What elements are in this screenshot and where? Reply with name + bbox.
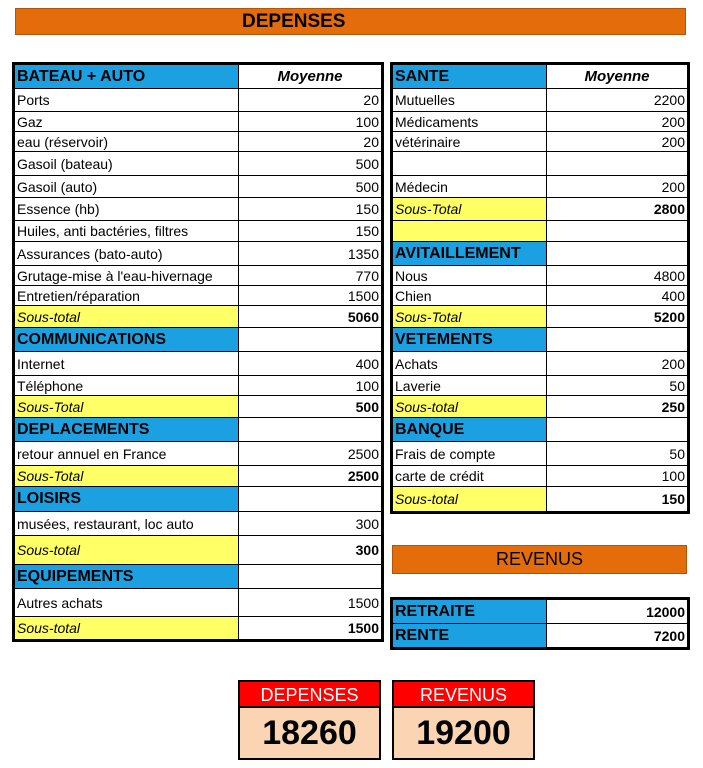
item-value: 400 [547, 286, 688, 306]
subtotal-label: Sous-Total [393, 198, 547, 221]
category-label: COMMUNICATIONS [15, 328, 239, 352]
item-label: Gasoil (auto) [15, 176, 239, 198]
table-row [15, 198, 382, 221]
category-row [393, 328, 688, 352]
table-row [15, 512, 382, 536]
table-row [15, 266, 382, 286]
subtotal-row [393, 396, 688, 418]
subtotal-label: Sous-Total [15, 466, 239, 487]
category-row [15, 487, 382, 512]
table-row [15, 442, 382, 466]
subtotal-row [15, 617, 382, 640]
subtotal-row [15, 306, 382, 328]
revenus-title-bar [392, 545, 687, 574]
subtotal-row [393, 198, 688, 221]
item-label: Entretien/réparation [15, 286, 239, 306]
empty-cell [239, 565, 382, 589]
table-row [393, 266, 688, 286]
depenses-total-value: 18260 [240, 708, 379, 758]
table-row [15, 152, 382, 176]
table-row [15, 286, 382, 306]
item-value: 50 [547, 376, 688, 396]
item-value: 20 [239, 132, 382, 152]
item-label: vétérinaire [393, 132, 547, 152]
item-value: 100 [547, 466, 688, 487]
table-row [393, 132, 688, 152]
category-label: RETRAITE [393, 600, 547, 624]
item-label: Frais de compte [393, 442, 547, 466]
table-row [393, 89, 688, 112]
table-row [15, 589, 382, 617]
item-value: 1500 [239, 589, 382, 617]
subtotal-row [393, 221, 688, 242]
category-row [15, 328, 382, 352]
category-row [393, 418, 688, 442]
item-label: Autres achats [15, 589, 239, 617]
item-value: 500 [239, 152, 382, 176]
subtotal-value: 2500 [239, 466, 382, 487]
subtotal-label: Sous-total [393, 487, 547, 512]
item-label: Internet [15, 352, 239, 376]
revenus-table [392, 599, 688, 648]
item-value: 4800 [547, 266, 688, 286]
item-value [547, 152, 688, 176]
column-header-moyenne: Moyenne [239, 65, 382, 89]
empty-cell [239, 418, 382, 442]
table-row [15, 376, 382, 396]
item-value: 200 [547, 176, 688, 198]
item-label: Assurances (bato-auto) [15, 242, 239, 266]
revenus-total-value: 19200 [394, 708, 533, 758]
subtotal-label: Sous-total [15, 617, 239, 640]
item-value: 100 [239, 376, 382, 396]
table-row [393, 466, 688, 487]
empty-cell [547, 418, 688, 442]
revenus-title: REVENUS [495, 549, 584, 569]
item-label: Grutage-mise à l'eau-hivernage [15, 266, 239, 286]
subtotal-label: Sous-Total [393, 306, 547, 328]
item-label: Gaz [15, 112, 239, 132]
right-table-body [393, 65, 688, 512]
empty-cell [547, 242, 688, 266]
subtotal-label: Sous-total [15, 306, 239, 328]
item-value: 1350 [239, 242, 382, 266]
column-header-moyenne: Moyenne [547, 65, 688, 89]
item-label: retour annuel en France [15, 442, 239, 466]
empty-cell [239, 328, 382, 352]
category-row [393, 624, 688, 648]
item-label: Huiles, anti bactéries, filtres [15, 221, 239, 242]
subtotal-value: 300 [239, 536, 382, 565]
item-label: Téléphone [15, 376, 239, 396]
revenue-value: 7200 [547, 624, 688, 648]
subtotal-value: 250 [547, 396, 688, 418]
depenses-total-box [238, 680, 381, 760]
category-label: SANTE [393, 65, 547, 89]
subtotal-label: Sous-Total [15, 396, 239, 418]
item-value: 200 [547, 132, 688, 152]
item-label [393, 152, 547, 176]
right-expenses-table [392, 64, 688, 512]
revenus-total-label: REVENUS [394, 682, 533, 708]
item-label: Laverie [393, 376, 547, 396]
empty-cell [239, 487, 382, 512]
item-value: 2200 [547, 89, 688, 112]
item-value: 300 [239, 512, 382, 536]
table-row [15, 352, 382, 376]
empty-cell [547, 328, 688, 352]
revenus-total-box [392, 680, 535, 760]
category-label: EQUIPEMENTS [15, 565, 239, 589]
item-value: 200 [547, 112, 688, 132]
item-label: Essence (hb) [15, 198, 239, 221]
category-row [393, 65, 688, 89]
subtotal-row [15, 396, 382, 418]
item-value: 20 [239, 89, 382, 112]
subtotal-label: Sous-total [393, 396, 547, 418]
item-label: Mutuelles [393, 89, 547, 112]
item-label: eau (réservoir) [15, 132, 239, 152]
item-value: 150 [239, 221, 382, 242]
subtotal-value: 1500 [239, 617, 382, 640]
revenue-value: 12000 [547, 600, 688, 624]
table-row [15, 176, 382, 198]
item-label: Médicaments [393, 112, 547, 132]
subtotal-value: 5060 [239, 306, 382, 328]
category-label: LOISIRS [15, 487, 239, 512]
table-row [393, 352, 688, 376]
item-label: Ports [15, 89, 239, 112]
item-label: Gasoil (bateau) [15, 152, 239, 176]
table-row [15, 112, 382, 132]
category-row [15, 565, 382, 589]
category-row [15, 418, 382, 442]
table-row [393, 376, 688, 396]
category-label: BATEAU + AUTO [15, 65, 239, 89]
left-expenses-table [14, 64, 382, 640]
category-row [15, 65, 382, 89]
depenses-total-label: DEPENSES [240, 682, 379, 708]
item-label: Nous [393, 266, 547, 286]
subtotal-row [393, 306, 688, 328]
category-label: BANQUE [393, 418, 547, 442]
item-label: Chien [393, 286, 547, 306]
category-label: RENTE [393, 624, 547, 648]
subtotal-row [15, 466, 382, 487]
category-row [393, 242, 688, 266]
subtotal-value: 5200 [547, 306, 688, 328]
table-row [15, 132, 382, 152]
item-value: 400 [239, 352, 382, 376]
category-label: DEPLACEMENTS [15, 418, 239, 442]
subtotal-row [393, 487, 688, 512]
item-value: 200 [547, 352, 688, 376]
subtotal-value: 150 [547, 487, 688, 512]
subtotal-label: Sous-total [15, 536, 239, 565]
category-label: AVITAILLEMENT [393, 242, 547, 266]
subtotal-value: 500 [239, 396, 382, 418]
item-label: Médecin [393, 176, 547, 198]
table-row [15, 221, 382, 242]
depenses-title-bar [15, 8, 686, 35]
table-row [393, 286, 688, 306]
item-label: musées, restaurant, loc auto [15, 512, 239, 536]
table-row [393, 112, 688, 132]
category-row [393, 600, 688, 624]
page-title: DEPENSES [242, 11, 346, 32]
revenus-table-body [393, 600, 688, 648]
subtotal-row [15, 536, 382, 565]
item-value: 150 [239, 198, 382, 221]
item-value: 500 [239, 176, 382, 198]
table-row [393, 176, 688, 198]
empty-cell [547, 221, 688, 242]
subtotal-value: 2800 [547, 198, 688, 221]
item-value: 2500 [239, 442, 382, 466]
item-label: carte de crédit [393, 466, 547, 487]
item-value: 770 [239, 266, 382, 286]
table-row [393, 152, 688, 176]
table-row [15, 89, 382, 112]
table-row [393, 442, 688, 466]
subtotal-label [393, 221, 547, 242]
item-value: 100 [239, 112, 382, 132]
left-table-body [15, 65, 382, 640]
item-value: 1500 [239, 286, 382, 306]
table-row [15, 242, 382, 266]
item-value: 50 [547, 442, 688, 466]
category-label: VETEMENTS [393, 328, 547, 352]
item-label: Achats [393, 352, 547, 376]
